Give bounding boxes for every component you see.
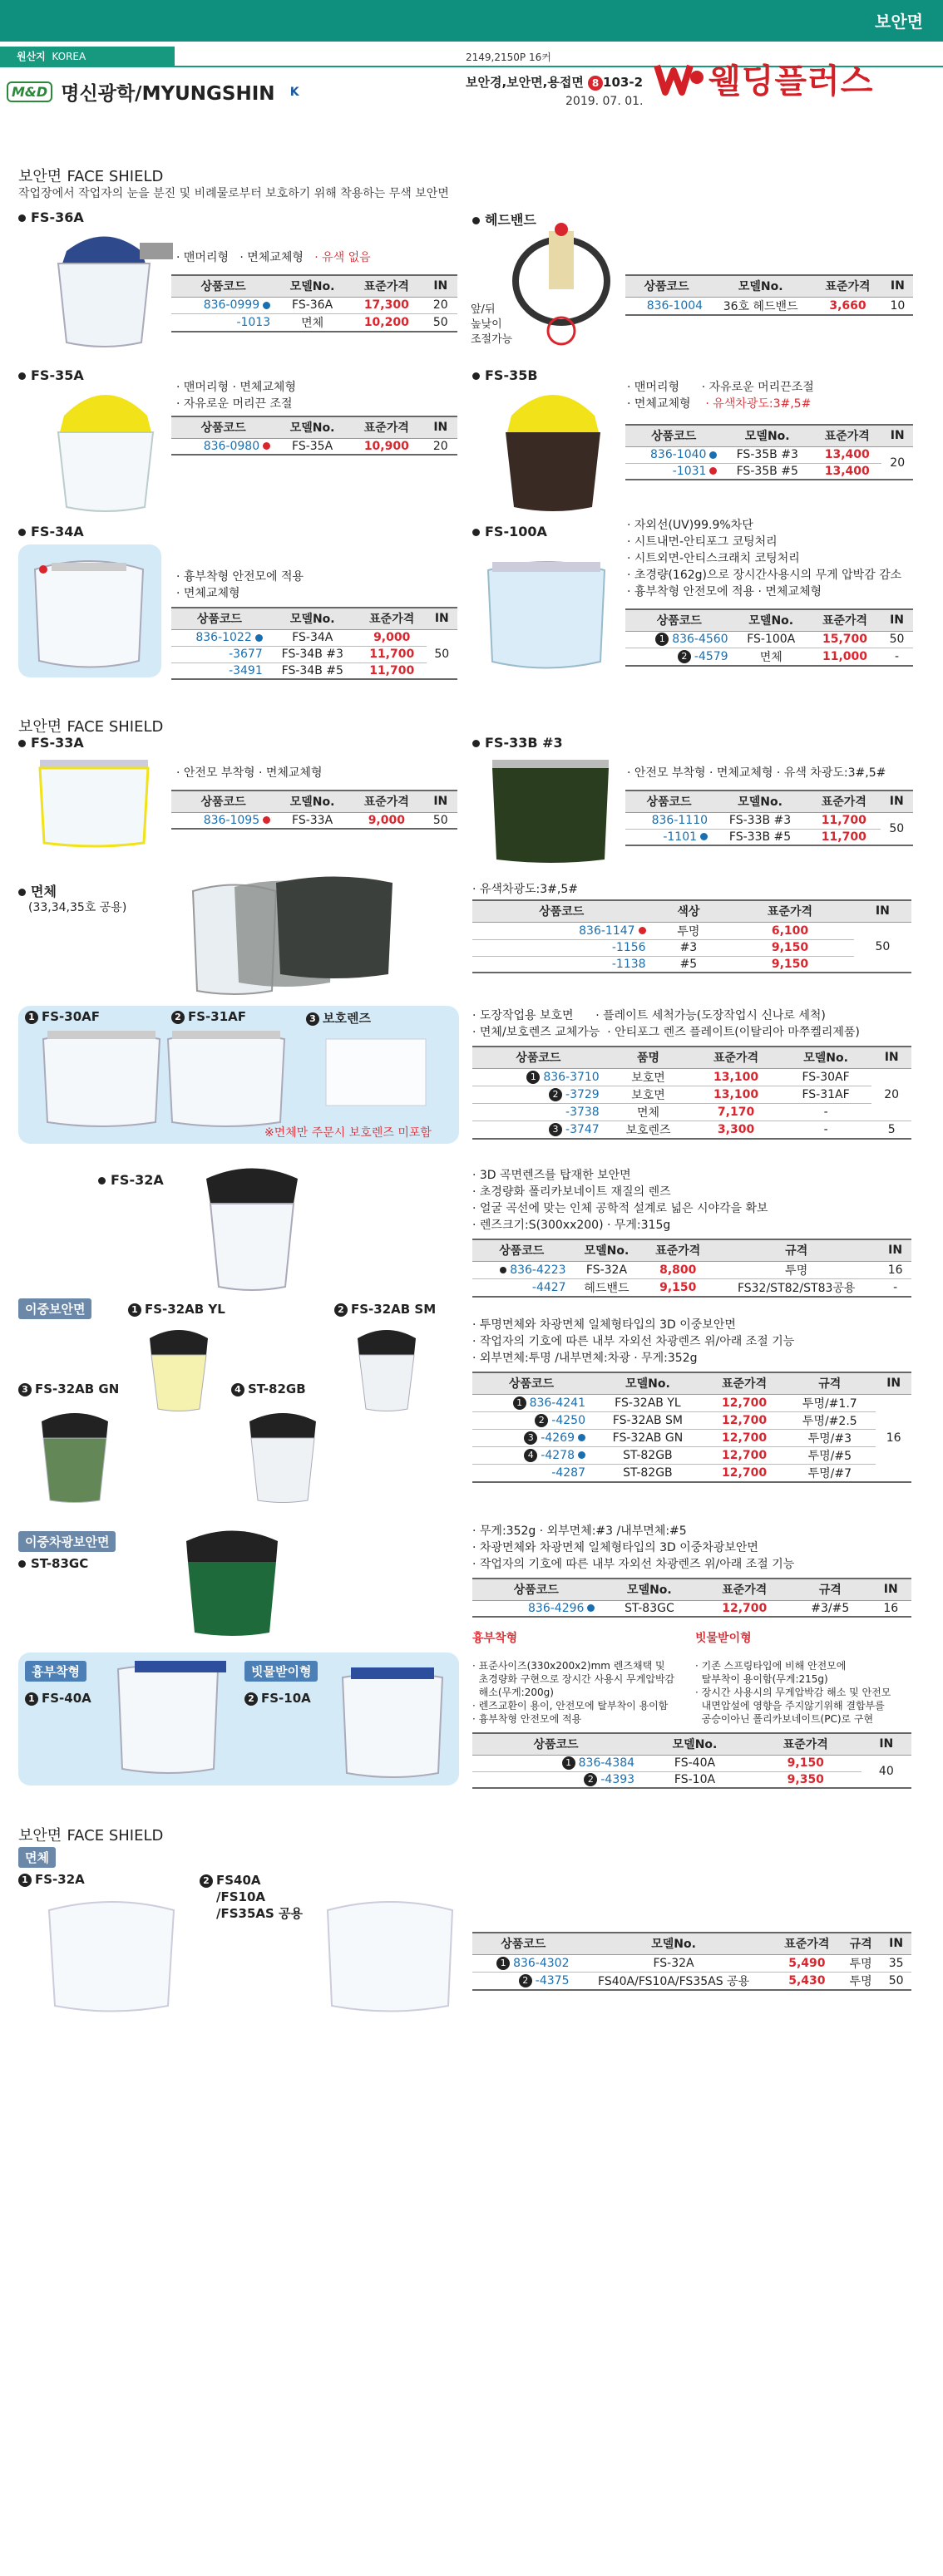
product-title: 헤드밴드 [472, 209, 536, 229]
table-row: 3 -3747 보호렌즈 3,300 - 5 [472, 1121, 911, 1139]
product-image [37, 1894, 186, 2022]
product-image [181, 1154, 323, 1298]
product-image [33, 226, 175, 354]
table-row: -4287 ST-82GB 12,700 투명/#7 [472, 1464, 911, 1482]
table-row: 2 -4375 FS40A/FS10A/FS35AS 공용 5,430 투명 50 [472, 1972, 911, 1990]
product-title: ST-83GC [18, 1556, 88, 1571]
product-features: · 무게:352g · 외부면체:#3 /내부면체:#5 · 차광면체와 차광면체 일체형타입의 3D 이중차광보안면 · 작업자의 기호에 따른 내부 자외선 차광렌즈 위/아래 조절 기능 [472, 1524, 795, 1571]
shop-logo-icon [654, 59, 705, 99]
product-table: 상품코드 모델No. 표준가격 규격 IN 1 836-4241 FS-32AB YL 12,700 투명/#1.7 16 2 -4250 FS-32AB SM 12,700 투명/#2.5 3 -4269 FS-32AB GN 12,700 투명/#3 4 -4278 ST-82GB 12,700 투명/#5 -4287 ST-82GB 12,700 투명/#7 [472, 1372, 911, 1483]
table-row: 2 -4250 FS-32AB SM 12,700 투명/#2.5 [472, 1411, 911, 1429]
product-image [133, 1322, 225, 1416]
chest-desc: · 표준사이즈(330x200x2)mm 렌즈채택 및 초경량화 구현으로 장시간 사용시 무게압박감 해소(무게:200g) · 렌즈교환이 용이, 안전모에 탈부착이 용이함 · 흉부착형 안전모에 적용 [472, 1660, 675, 1725]
product-title: FS-35B [472, 367, 538, 383]
catalog-date: 2019. 07. 01. [565, 95, 644, 108]
product-image [23, 751, 165, 855]
section-title: 보안면 FACE SHIELD [18, 1827, 164, 1845]
table-row: 836-4296 ST-83GC 12,700 #3/#5 16 [472, 1600, 911, 1617]
product-title: FS-36A [18, 209, 84, 225]
product-image [319, 1894, 461, 2022]
product-title: FS-35A [18, 367, 84, 383]
product-features: · 안전모 부착형 · 면체교체형 · 유색 차광도:3#,5# [627, 766, 886, 780]
table-row: 836-4223 FS-32A 8,800 투명 16 [472, 1261, 911, 1278]
product-table: 상품코드 모델No. 표준가격 IN 836-1022 FS-34A 9,000 50 -3677 FS-34B #3 11,700 -3491 FS-34B #5 11,700 [171, 607, 457, 680]
product-table: 상품코드 모델No. 표준가격 IN 836-1040 FS-35B #3 13,400 20 -1031 FS-35B #5 13,400 [625, 424, 913, 480]
shop-name: 웰딩플러스 [708, 62, 874, 101]
label-fs40a-set: 2 FS40A /FS10A /FS35AS 공용 [200, 1872, 303, 1922]
product-image [491, 382, 615, 519]
table-row: 1 836-4241 FS-32AB YL 12,700 투명/#1.7 16 [472, 1394, 911, 1411]
table-row: 1 836-4384 FS-40A 9,150 40 [472, 1755, 911, 1771]
table-row: -3738 면체 7,170 - [472, 1103, 911, 1121]
product-image [185, 874, 459, 1002]
product-table: 상품코드 색상 표준가격 IN 836-1147 투명 6,100 50 -1156 #3 9,150 -1138 #5 9,150 [472, 899, 911, 973]
table-row: 836-1040 FS-35B #3 13,400 20 [625, 446, 913, 463]
brand [7, 78, 299, 111]
product-image [499, 223, 624, 359]
product-features: · 3D 곡면렌즈를 탑재한 보안면 · 초경량화 폴리카보네이트 재질의 렌즈 · 얼굴 곡선에 맞는 인체 공학적 설계로 넓은 시야각을 확보 · 렌즈크기:S(300xx200) · 무게:315g [472, 1169, 768, 1232]
label-fs40a: 1 FS-40A [25, 1691, 91, 1706]
double-tag: 이중보안면 [18, 1298, 91, 1319]
label-fs32abyl: 1 FS-32AB YL [128, 1302, 225, 1317]
order-note: ※면체만 주문시 보호렌즈 미포함 [264, 1126, 432, 1140]
table-row: 2 -4393 FS-10A 9,350 [472, 1771, 911, 1788]
table-row: 3 -4269 FS-32AB GN 12,700 투명/#3 [472, 1429, 911, 1446]
table-row: 836-1110 FS-33B #3 11,700 50 [625, 812, 913, 829]
rain-desc: · 기존 스프링타입에 비해 안전모에 탈부착이 용이함(무게:215g) · 장시간 사용시의 무게압박감 해소 및 안전모 내면압설에 영향을 주지않기위해 결합부를 공승이아닌 폴리카보네이트(PC)로 구현 [695, 1660, 891, 1725]
product-title: FS-100A [472, 524, 547, 539]
label-fs32abgn: 3 FS-32AB GN [18, 1382, 119, 1396]
product-subtitle: (33,34,35호 공용) [28, 901, 127, 914]
product-features: · 유색차광도:3#,5# [472, 883, 578, 896]
product-features: · 흉부착형 안전모에 적용 · 면체교체형 [176, 570, 304, 600]
table-row: 1 836-4560 FS-100A 15,700 50 [625, 631, 913, 648]
table-row: 836-1147 투명 6,100 50 [472, 922, 911, 939]
chest-tag: 흉부착형 [25, 1661, 86, 1682]
product-table: 상품코드 모델No. 표준가격 IN 1 836-4384 FS-40A 9,150 40 2 -4393 FS-10A 9,350 [472, 1732, 911, 1789]
table-row: 836-0980 FS-35A 10,900 20 [171, 438, 457, 455]
product-features: · 안전모 부착형 · 면체교체형 [176, 766, 323, 780]
table-row: -4427 헤드밴드 9,150 FS32/ST82/ST83공용 - [472, 1278, 911, 1297]
product-table: 상품코드 모델No. 표준가격 IN 836-0980 FS-35A 10,900 20 [171, 416, 457, 456]
label-fs32a: 1 FS-32A [18, 1872, 85, 1887]
product-image [233, 1405, 333, 1508]
shop-logo [654, 55, 873, 105]
table-row: 1 836-4302 FS-32A 5,490 투명 35 [472, 1954, 911, 1972]
product-table: 상품코드 모델No. 표준가격 규격 IN 836-4223 FS-32A 8,800 투명 16 -4427 헤드밴드 9,150 FS32/ST82/ST83공용 - [472, 1239, 911, 1298]
label-fs32absm: 2 FS-32AB SM [334, 1302, 436, 1317]
product-image [476, 545, 617, 682]
table-row: 4 -4278 ST-82GB 12,700 투명/#5 [472, 1446, 911, 1464]
product-image [341, 1322, 432, 1416]
chest-heading: 흉부착형 [472, 1632, 518, 1645]
table-row: -3677 FS-34B #3 11,700 [171, 646, 457, 662]
origin-tag: 원산지 KOREA [0, 47, 175, 66]
product-title: FS-33A [18, 735, 84, 751]
product-title: FS-33B #3 [472, 735, 563, 751]
product-features: · 맨머리형 · 면체교체형 · 자유로운 머리끈 조절 [176, 381, 296, 411]
label-fs10a: 2 FS-10A [244, 1691, 311, 1706]
product-image [484, 751, 617, 871]
table-row: -1138 #5 9,150 [472, 956, 911, 973]
table-row: 836-1022 FS-34A 9,000 50 [171, 629, 457, 646]
rain-heading: 빗물받이형 [695, 1632, 752, 1645]
table-row: -1031 FS-35B #5 13,400 [625, 463, 913, 480]
brand-logo: M&D [7, 81, 52, 102]
product-image [43, 382, 168, 519]
product-table: 상품코드 모델No. 표준가격 IN 836-1004 36호 헤드밴드 3,660 10 [625, 274, 913, 316]
table-row: 1 836-3710 보호면 13,100 FS-30AF 20 [472, 1068, 911, 1086]
table-row: -1156 #3 9,150 [472, 939, 911, 956]
table-row: -3491 FS-34B #5 11,700 [171, 662, 457, 679]
ks-mark-icon: K [289, 85, 299, 99]
product-title: FS-34A [18, 524, 84, 539]
table-row: 2 -3729 보호면 13,100 FS-31AF [472, 1086, 911, 1103]
product-table: 상품코드 모델No. 표준가격 IN 836-1110 FS-33B #3 11,700 50 -1101 FS-33B #5 11,700 [625, 790, 913, 846]
rain-tag: 빗물받이형 [244, 1661, 318, 1682]
section-desc: 작업장에서 작업자의 눈을 분진 및 비례물로부터 보호하기 위해 착용하는 무색 보안면 [18, 187, 449, 200]
section-title: 보안면 FACE SHIELD [18, 718, 164, 736]
product-features: · 맨머리형 · 자유로운 머리끈조절 · 면체교체형 · 유색차광도:3#,5# [627, 381, 814, 411]
catalog-line: 보안경,보안면,용접면 8 103-2 [466, 75, 644, 90]
table-row: 836-0999 FS-36A 17,300 20 [171, 297, 457, 313]
product-features: · 자외선(UV)99.9%차단 · 시트내면-안티포그 코팅처리 · 시트외면-안티스크래치 코팅처리 · 초경량(162g)으로 장시간사용시의 무게 압박감 감소 · 흉부착형 안전모에 적용 · 면체교체형 [627, 519, 902, 598]
st83-tag: 이중차광보안면 [18, 1531, 116, 1552]
table-row: 2 -4579 면체 11,000 - [625, 648, 913, 666]
product-table: 상품코드 모델No. 표준가격 규격 IN 1 836-4302 FS-32A 5,490 투명 35 2 -4375 FS40A/FS10A/FS35AS 공용 5,430 투명 50 [472, 1932, 911, 1991]
product-features: · 투명면체와 차광면체 일체형타입의 3D 이중보안면 · 작업자의 기호에 따른 내부 자외선 차광렌즈 위/아래 조절 기능 · 외부면체:투명 /내부면체:차광 · 무게:352g [472, 1318, 795, 1365]
headband-note: 앞/뒤 높낮이 조절가능 [471, 303, 513, 346]
table-row: -1013 면체 10,200 50 [171, 313, 457, 332]
product-image [170, 1524, 294, 1644]
product-features: · 맨머리형 · 면체교체형 · 유색 없음 [176, 251, 371, 264]
product-title: FS-32A [98, 1172, 164, 1188]
table-row: 836-1095 FS-33A 9,000 50 [171, 812, 457, 829]
product-table: 상품코드 모델No. 표준가격 IN 836-1095 FS-33A 9,000 50 [171, 790, 457, 830]
product-title: 면체 [18, 881, 57, 900]
section-title: 보안면 FACE SHIELD [18, 168, 164, 185]
page-code: 2149,2150P 16커 [466, 52, 551, 63]
label-fs30af: 1 FS-30AF [25, 1009, 100, 1024]
spare-tag: 면체 [18, 1847, 56, 1868]
product-image [25, 1405, 125, 1508]
product-features: · 도장작업용 보호면 · 플레이트 세척가능(도장작업시 신나로 세척) · 면체/보호렌즈 교체가능 · 안티포그 렌즈 플레이트(이탈리아 마쭈켈리제품) [472, 1009, 860, 1039]
table-row: 836-1004 36호 헤드밴드 3,660 10 [625, 297, 913, 315]
product-table: 상품코드 모델No. 표준가격 IN 836-0999 FS-36A 17,300 20 -1013 면체 10,200 50 [171, 274, 457, 332]
product-table: 상품코드 모델No. 표준가격 IN 1 836-4560 FS-100A 15,700 50 2 -4579 면체 11,000 - [625, 608, 913, 667]
product-table: 상품코드 품명 표준가격 모델No. IN 1 836-3710 보호면 13,100 FS-30AF 20 2 -3729 보호면 13,100 FS-31AF -3738 면체 7,170 - 3 -3747 보호렌즈 3,300 - 5 [472, 1046, 911, 1140]
brand-name: 명신광학/MYUNGSHIN [61, 83, 275, 105]
top-bar [0, 0, 943, 42]
label-fs31af: 2 FS-31AF [171, 1009, 246, 1024]
product-image [18, 544, 161, 677]
category-title: 보안면 [875, 12, 923, 32]
label-st82gb: 4 ST-82GB [231, 1382, 306, 1396]
label-lens: 3 보호렌즈 [306, 1009, 371, 1027]
product-table: 상품코드 모델No. 표준가격 규격 IN 836-4296 ST-83GC 12,700 #3/#5 16 [472, 1578, 911, 1618]
table-row: -1101 FS-33B #5 11,700 [625, 829, 913, 845]
catalog-badge: 8 [588, 76, 603, 91]
